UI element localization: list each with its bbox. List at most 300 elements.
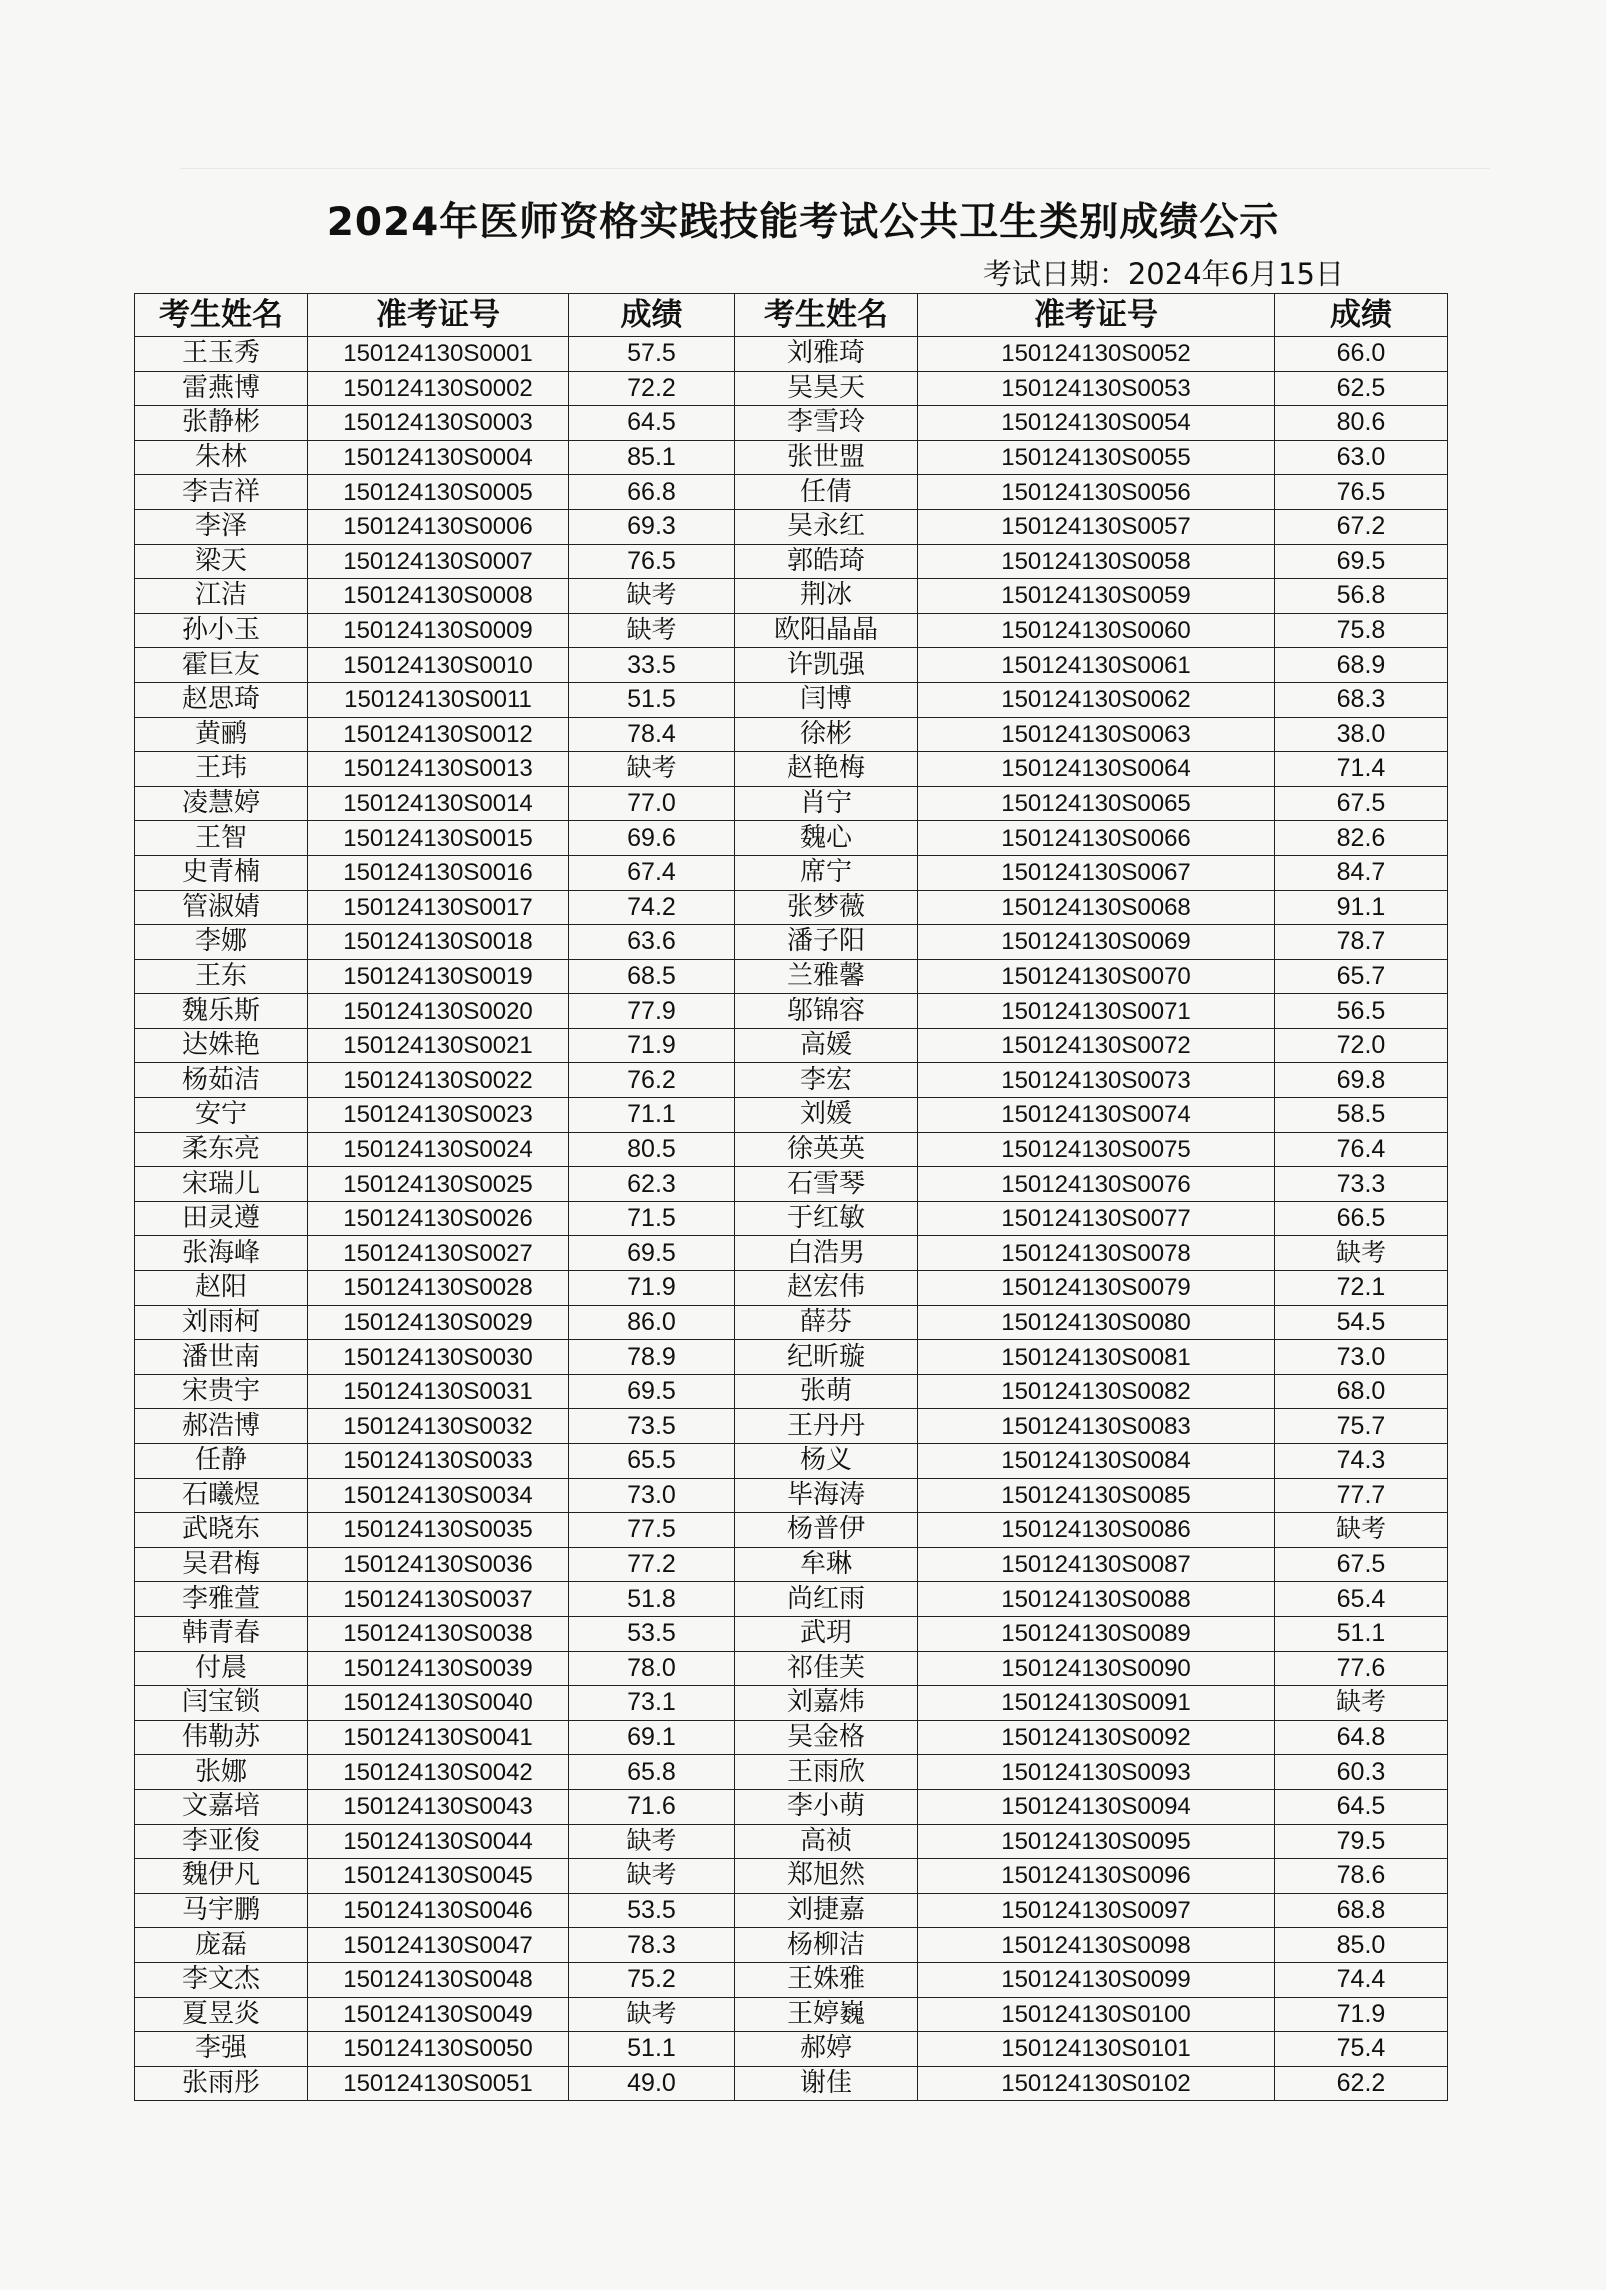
candidate-name-left: 武晓东	[135, 1513, 308, 1548]
candidate-name-right: 欧阳晶晶	[735, 613, 918, 648]
table-row	[135, 1755, 1448, 1790]
table-row	[135, 1686, 1448, 1721]
exam-id-left: 150124130S0045	[308, 1859, 569, 1894]
score-left: 85.1	[569, 440, 735, 475]
score-left: 74.2	[569, 890, 735, 925]
score-left: 68.5	[569, 959, 735, 994]
table-row	[135, 2066, 1448, 2101]
score-left: 73.5	[569, 1409, 735, 1444]
candidate-name-left: 江洁	[135, 579, 308, 614]
table-row	[135, 509, 1448, 544]
candidate-name-right: 徐英英	[735, 1132, 918, 1167]
exam-id-right: 150124130S0077	[918, 1201, 1275, 1236]
table-row	[135, 1859, 1448, 1894]
score-right: 56.8	[1275, 579, 1448, 614]
table-row	[135, 855, 1448, 890]
score-left: 缺考	[569, 579, 735, 614]
score-right: 58.5	[1275, 1098, 1448, 1133]
candidate-name-left: 李雅萱	[135, 1582, 308, 1617]
candidate-name-left: 李娜	[135, 925, 308, 960]
candidate-name-left: 杨茹洁	[135, 1063, 308, 1098]
score-right: 62.5	[1275, 371, 1448, 406]
candidate-name-right: 王雨欣	[735, 1755, 918, 1790]
table-row	[135, 406, 1448, 441]
candidate-name-right: 吴金格	[735, 1720, 918, 1755]
table-header-row	[135, 294, 1448, 337]
score-table	[134, 293, 1448, 2101]
candidate-name-left: 安宁	[135, 1098, 308, 1133]
exam-id-right: 150124130S0060	[918, 613, 1275, 648]
table-row	[135, 925, 1448, 960]
score-right: 缺考	[1275, 1686, 1448, 1721]
exam-id-right: 150124130S0059	[918, 579, 1275, 614]
table-row	[135, 1928, 1448, 1963]
candidate-name-left: 凌慧婷	[135, 786, 308, 821]
score-right: 74.3	[1275, 1444, 1448, 1479]
candidate-name-right: 杨普伊	[735, 1513, 918, 1548]
candidate-name-right: 杨义	[735, 1444, 918, 1479]
table-row	[135, 613, 1448, 648]
score-left: 69.5	[569, 1236, 735, 1271]
exam-id-left: 150124130S0040	[308, 1686, 569, 1721]
exam-id-right: 150124130S0076	[918, 1167, 1275, 1202]
candidate-name-right: 吴昊天	[735, 371, 918, 406]
candidate-name-left: 刘雨柯	[135, 1305, 308, 1340]
score-left: 77.5	[569, 1513, 735, 1548]
candidate-name-right: 于红敏	[735, 1201, 918, 1236]
table-row	[135, 1478, 1448, 1513]
table-row	[135, 1201, 1448, 1236]
exam-date: 考试日期：2024年6月15日	[982, 257, 1344, 291]
score-right: 67.5	[1275, 1547, 1448, 1582]
score-left: 51.1	[569, 2032, 735, 2067]
exam-id-left: 150124130S0017	[308, 890, 569, 925]
candidate-name-right: 魏心	[735, 821, 918, 856]
exam-id-right: 150124130S0094	[918, 1789, 1275, 1824]
score-left: 缺考	[569, 1997, 735, 2032]
score-left: 66.8	[569, 475, 735, 510]
score-right: 71.4	[1275, 752, 1448, 787]
score-right: 51.1	[1275, 1616, 1448, 1651]
score-right: 76.4	[1275, 1132, 1448, 1167]
candidate-name-left: 李泽	[135, 509, 308, 544]
exam-id-right: 150124130S0102	[918, 2066, 1275, 2101]
header-id-right: 准考证号	[918, 294, 1275, 337]
candidate-name-right: 刘媛	[735, 1098, 918, 1133]
candidate-name-left: 梁天	[135, 544, 308, 579]
candidate-name-right: 赵宏伟	[735, 1271, 918, 1306]
exam-id-right: 150124130S0065	[918, 786, 1275, 821]
exam-id-right: 150124130S0073	[918, 1063, 1275, 1098]
candidate-name-left: 潘世南	[135, 1340, 308, 1375]
candidate-name-left: 孙小玉	[135, 613, 308, 648]
candidate-name-left: 马宇鹏	[135, 1893, 308, 1928]
score-right: 67.2	[1275, 509, 1448, 544]
score-left: 67.4	[569, 855, 735, 890]
table-row	[135, 1409, 1448, 1444]
candidate-name-left: 张雨彤	[135, 2066, 308, 2101]
candidate-name-left: 张静彬	[135, 406, 308, 441]
exam-id-right: 150124130S0098	[918, 1928, 1275, 1963]
table-row	[135, 786, 1448, 821]
candidate-name-left: 魏伊凡	[135, 1859, 308, 1894]
exam-id-left: 150124130S0009	[308, 613, 569, 648]
score-right: 60.3	[1275, 1755, 1448, 1790]
score-right: 56.5	[1275, 994, 1448, 1029]
score-right: 84.7	[1275, 855, 1448, 890]
table-row	[135, 1340, 1448, 1375]
table-row	[135, 1582, 1448, 1617]
table-row	[135, 1720, 1448, 1755]
candidate-name-right: 任倩	[735, 475, 918, 510]
candidate-name-right: 高媛	[735, 1028, 918, 1063]
score-left: 62.3	[569, 1167, 735, 1202]
exam-id-left: 150124130S0006	[308, 509, 569, 544]
header-score-left: 成绩	[569, 294, 735, 337]
candidate-name-left: 史青楠	[135, 855, 308, 890]
score-right: 62.2	[1275, 2066, 1448, 2101]
score-left: 65.8	[569, 1755, 735, 1790]
score-left: 69.1	[569, 1720, 735, 1755]
exam-id-left: 150124130S0029	[308, 1305, 569, 1340]
exam-id-left: 150124130S0010	[308, 648, 569, 683]
score-left: 57.5	[569, 337, 735, 372]
score-right: 68.3	[1275, 682, 1448, 717]
candidate-name-left: 伟勒苏	[135, 1720, 308, 1755]
candidate-name-left: 夏昱炎	[135, 1997, 308, 2032]
score-left: 86.0	[569, 1305, 735, 1340]
exam-id-right: 150124130S0072	[918, 1028, 1275, 1063]
score-right: 69.5	[1275, 544, 1448, 579]
candidate-name-right: 王姝雅	[735, 1962, 918, 1997]
score-left: 73.1	[569, 1686, 735, 1721]
table-row	[135, 1271, 1448, 1306]
exam-id-right: 150124130S0053	[918, 371, 1275, 406]
exam-id-left: 150124130S0012	[308, 717, 569, 752]
candidate-name-left: 文嘉培	[135, 1789, 308, 1824]
score-left: 78.9	[569, 1340, 735, 1375]
exam-id-right: 150124130S0078	[918, 1236, 1275, 1271]
score-right: 54.5	[1275, 1305, 1448, 1340]
score-right: 38.0	[1275, 717, 1448, 752]
exam-id-left: 150124130S0034	[308, 1478, 569, 1513]
candidate-name-right: 毕海涛	[735, 1478, 918, 1513]
table-row	[135, 475, 1448, 510]
table-row	[135, 959, 1448, 994]
table-row	[135, 544, 1448, 579]
exam-id-left: 150124130S0048	[308, 1962, 569, 1997]
score-right: 72.1	[1275, 1271, 1448, 1306]
table-row	[135, 1962, 1448, 1997]
score-right: 63.0	[1275, 440, 1448, 475]
exam-id-right: 150124130S0066	[918, 821, 1275, 856]
exam-id-right: 150124130S0064	[918, 752, 1275, 787]
candidate-name-left: 韩青春	[135, 1616, 308, 1651]
exam-id-right: 150124130S0100	[918, 1997, 1275, 2032]
candidate-name-left: 柔东亮	[135, 1132, 308, 1167]
candidate-name-right: 兰雅馨	[735, 959, 918, 994]
exam-id-right: 150124130S0081	[918, 1340, 1275, 1375]
score-right: 67.5	[1275, 786, 1448, 821]
table-row	[135, 1997, 1448, 2032]
score-left: 78.3	[569, 1928, 735, 1963]
score-left: 80.5	[569, 1132, 735, 1167]
score-right: 78.6	[1275, 1859, 1448, 1894]
exam-id-left: 150124130S0031	[308, 1374, 569, 1409]
exam-id-left: 150124130S0022	[308, 1063, 569, 1098]
exam-id-right: 150124130S0096	[918, 1859, 1275, 1894]
candidate-name-left: 王智	[135, 821, 308, 856]
candidate-name-right: 祁佳芙	[735, 1651, 918, 1686]
exam-id-right: 150124130S0090	[918, 1651, 1275, 1686]
exam-id-left: 150124130S0032	[308, 1409, 569, 1444]
exam-id-right: 150124130S0052	[918, 337, 1275, 372]
exam-id-right: 150124130S0084	[918, 1444, 1275, 1479]
score-left: 76.2	[569, 1063, 735, 1098]
exam-id-left: 150124130S0042	[308, 1755, 569, 1790]
score-right: 82.6	[1275, 821, 1448, 856]
score-right: 75.7	[1275, 1409, 1448, 1444]
exam-id-right: 150124130S0079	[918, 1271, 1275, 1306]
candidate-name-left: 张娜	[135, 1755, 308, 1790]
candidate-name-right: 吴永红	[735, 509, 918, 544]
score-left: 71.9	[569, 1271, 735, 1306]
exam-id-left: 150124130S0028	[308, 1271, 569, 1306]
exam-id-right: 150124130S0088	[918, 1582, 1275, 1617]
exam-id-left: 150124130S0044	[308, 1824, 569, 1859]
candidate-name-right: 张梦薇	[735, 890, 918, 925]
candidate-name-left: 石曦煜	[135, 1478, 308, 1513]
exam-id-left: 150124130S0050	[308, 2032, 569, 2067]
score-right: 76.5	[1275, 475, 1448, 510]
candidate-name-right: 李小萌	[735, 1789, 918, 1824]
score-right: 64.5	[1275, 1789, 1448, 1824]
score-left: 51.5	[569, 682, 735, 717]
candidate-name-left: 王东	[135, 959, 308, 994]
candidate-name-right: 闫博	[735, 682, 918, 717]
exam-id-right: 150124130S0056	[918, 475, 1275, 510]
exam-id-left: 150124130S0005	[308, 475, 569, 510]
exam-id-right: 150124130S0074	[918, 1098, 1275, 1133]
candidate-name-left: 任静	[135, 1444, 308, 1479]
candidate-name-right: 李宏	[735, 1063, 918, 1098]
exam-id-left: 150124130S0030	[308, 1340, 569, 1375]
exam-id-right: 150124130S0091	[918, 1686, 1275, 1721]
score-left: 53.5	[569, 1893, 735, 1928]
table-row	[135, 337, 1448, 372]
candidate-name-left: 赵思琦	[135, 682, 308, 717]
table-body	[135, 337, 1448, 2101]
candidate-name-left: 张海峰	[135, 1236, 308, 1271]
candidate-name-right: 郑旭然	[735, 1859, 918, 1894]
exam-id-left: 150124130S0027	[308, 1236, 569, 1271]
exam-id-left: 150124130S0007	[308, 544, 569, 579]
table-row	[135, 1547, 1448, 1582]
table-row	[135, 579, 1448, 614]
header-name-left: 考生姓名	[135, 294, 308, 337]
exam-id-right: 150124130S0092	[918, 1720, 1275, 1755]
candidate-name-right: 李雪玲	[735, 406, 918, 441]
table-row	[135, 1236, 1448, 1271]
score-left: 75.2	[569, 1962, 735, 1997]
header-score-right: 成绩	[1275, 294, 1448, 337]
exam-id-left: 150124130S0051	[308, 2066, 569, 2101]
exam-id-right: 150124130S0054	[918, 406, 1275, 441]
candidate-name-left: 庞磊	[135, 1928, 308, 1963]
exam-id-right: 150124130S0082	[918, 1374, 1275, 1409]
candidate-name-left: 宋贵宇	[135, 1374, 308, 1409]
exam-id-left: 150124130S0011	[308, 682, 569, 717]
candidate-name-left: 李亚俊	[135, 1824, 308, 1859]
score-right: 77.6	[1275, 1651, 1448, 1686]
score-left: 71.1	[569, 1098, 735, 1133]
exam-id-left: 150124130S0015	[308, 821, 569, 856]
score-left: 77.2	[569, 1547, 735, 1582]
exam-id-right: 150124130S0086	[918, 1513, 1275, 1548]
candidate-name-left: 管淑婧	[135, 890, 308, 925]
table-row	[135, 1132, 1448, 1167]
exam-id-left: 150124130S0033	[308, 1444, 569, 1479]
candidate-name-left: 宋瑞儿	[135, 1167, 308, 1202]
score-left: 53.5	[569, 1616, 735, 1651]
exam-id-right: 150124130S0055	[918, 440, 1275, 475]
exam-id-left: 150124130S0013	[308, 752, 569, 787]
exam-id-left: 150124130S0020	[308, 994, 569, 1029]
candidate-name-left: 田灵遵	[135, 1201, 308, 1236]
candidate-name-left: 闫宝锁	[135, 1686, 308, 1721]
score-right: 74.4	[1275, 1962, 1448, 1997]
score-left: 33.5	[569, 648, 735, 683]
exam-id-right: 150124130S0085	[918, 1478, 1275, 1513]
exam-id-left: 150124130S0025	[308, 1167, 569, 1202]
candidate-name-right: 尚红雨	[735, 1582, 918, 1617]
score-left: 69.6	[569, 821, 735, 856]
candidate-name-right: 徐彬	[735, 717, 918, 752]
exam-id-left: 150124130S0041	[308, 1720, 569, 1755]
exam-id-left: 150124130S0046	[308, 1893, 569, 1928]
score-right: 77.7	[1275, 1478, 1448, 1513]
exam-id-left: 150124130S0047	[308, 1928, 569, 1963]
table-row	[135, 1513, 1448, 1548]
score-right: 缺考	[1275, 1513, 1448, 1548]
table-row	[135, 994, 1448, 1029]
exam-id-left: 150124130S0016	[308, 855, 569, 890]
score-right: 78.7	[1275, 925, 1448, 960]
score-right: 65.7	[1275, 959, 1448, 994]
exam-id-left: 150124130S0002	[308, 371, 569, 406]
table-row	[135, 682, 1448, 717]
score-right: 68.0	[1275, 1374, 1448, 1409]
score-right: 72.0	[1275, 1028, 1448, 1063]
table-row	[135, 1789, 1448, 1824]
score-right: 80.6	[1275, 406, 1448, 441]
exam-id-right: 150124130S0101	[918, 2032, 1275, 2067]
candidate-name-right: 肖宁	[735, 786, 918, 821]
candidate-name-right: 刘捷嘉	[735, 1893, 918, 1928]
exam-id-left: 150124130S0003	[308, 406, 569, 441]
exam-id-right: 150124130S0095	[918, 1824, 1275, 1859]
exam-id-left: 150124130S0026	[308, 1201, 569, 1236]
exam-id-right: 150124130S0063	[918, 717, 1275, 752]
table-row	[135, 440, 1448, 475]
candidate-name-right: 薛芬	[735, 1305, 918, 1340]
table-row	[135, 1063, 1448, 1098]
exam-id-right: 150124130S0062	[918, 682, 1275, 717]
page-title: 2024年医师资格实践技能考试公共卫生类别成绩公示	[326, 200, 1280, 245]
score-right: 73.3	[1275, 1167, 1448, 1202]
candidate-name-right: 王丹丹	[735, 1409, 918, 1444]
score-left: 51.8	[569, 1582, 735, 1617]
table-row	[135, 2032, 1448, 2067]
candidate-name-right: 许凯强	[735, 648, 918, 683]
exam-id-left: 150124130S0019	[308, 959, 569, 994]
candidate-name-right: 白浩男	[735, 1236, 918, 1271]
exam-id-right: 150124130S0097	[918, 1893, 1275, 1928]
exam-id-right: 150124130S0087	[918, 1547, 1275, 1582]
score-right: 85.0	[1275, 1928, 1448, 1963]
table-row	[135, 717, 1448, 752]
candidate-name-left: 吴君梅	[135, 1547, 308, 1582]
candidate-name-left: 付晨	[135, 1651, 308, 1686]
candidate-name-left: 郝浩博	[135, 1409, 308, 1444]
candidate-name-right: 邬锦容	[735, 994, 918, 1029]
score-right: 75.8	[1275, 613, 1448, 648]
score-left: 缺考	[569, 752, 735, 787]
candidate-name-right: 张萌	[735, 1374, 918, 1409]
candidate-name-right: 潘子阳	[735, 925, 918, 960]
exam-id-left: 150124130S0014	[308, 786, 569, 821]
candidate-name-right: 刘嘉炜	[735, 1686, 918, 1721]
exam-id-left: 150124130S0008	[308, 579, 569, 614]
exam-id-left: 150124130S0037	[308, 1582, 569, 1617]
score-right: 68.8	[1275, 1893, 1448, 1928]
score-left: 72.2	[569, 371, 735, 406]
candidate-name-right: 武玥	[735, 1616, 918, 1651]
exam-id-left: 150124130S0035	[308, 1513, 569, 1548]
candidate-name-right: 石雪琴	[735, 1167, 918, 1202]
score-right: 91.1	[1275, 890, 1448, 925]
candidate-name-left: 魏乐斯	[135, 994, 308, 1029]
candidate-name-right: 牟琳	[735, 1547, 918, 1582]
candidate-name-left: 霍巨友	[135, 648, 308, 683]
exam-id-left: 150124130S0021	[308, 1028, 569, 1063]
score-right: 66.0	[1275, 337, 1448, 372]
exam-id-left: 150124130S0023	[308, 1098, 569, 1133]
candidate-name-left: 雷燕博	[135, 371, 308, 406]
table-row	[135, 890, 1448, 925]
exam-id-right: 150124130S0067	[918, 855, 1275, 890]
table-row	[135, 1028, 1448, 1063]
exam-id-left: 150124130S0018	[308, 925, 569, 960]
table-row	[135, 1824, 1448, 1859]
exam-id-right: 150124130S0089	[918, 1616, 1275, 1651]
score-left: 69.3	[569, 509, 735, 544]
candidate-name-right: 席宁	[735, 855, 918, 890]
candidate-name-right: 郝婷	[735, 2032, 918, 2067]
candidate-name-left: 李吉祥	[135, 475, 308, 510]
exam-id-left: 150124130S0024	[308, 1132, 569, 1167]
score-left: 71.6	[569, 1789, 735, 1824]
exam-id-left: 150124130S0004	[308, 440, 569, 475]
score-left: 64.5	[569, 406, 735, 441]
candidate-name-right: 王婷巍	[735, 1997, 918, 2032]
table-row	[135, 1651, 1448, 1686]
exam-id-left: 150124130S0038	[308, 1616, 569, 1651]
score-left: 71.5	[569, 1201, 735, 1236]
candidate-name-right: 荆冰	[735, 579, 918, 614]
table-row	[135, 752, 1448, 787]
candidate-name-left: 黄鹂	[135, 717, 308, 752]
